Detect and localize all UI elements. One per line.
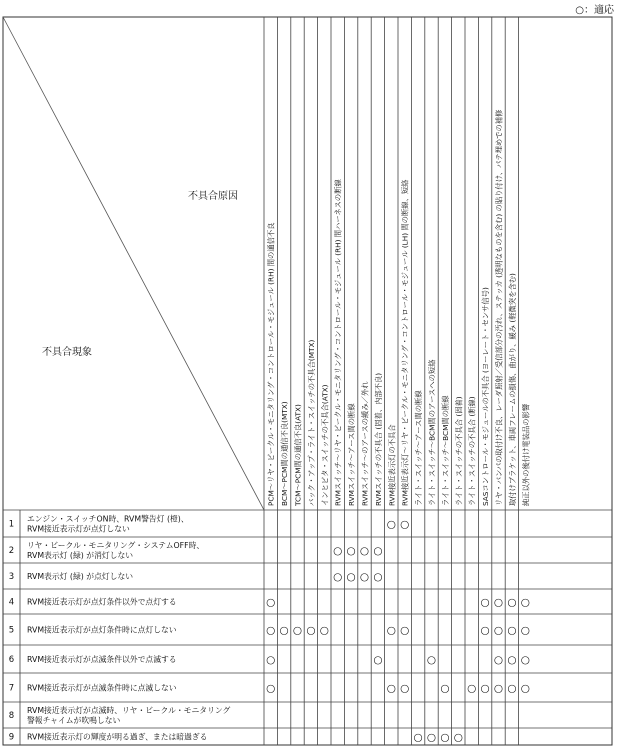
row-number: 5 — [8, 625, 15, 636]
applicable-mark: ○ — [493, 596, 504, 609]
applicable-mark: ○ — [453, 731, 463, 744]
symptom-text: RVM接近表示灯が点滅条件時に点滅しない — [27, 683, 177, 693]
applicable-mark: ○ — [507, 654, 517, 666]
applicable-mark: ○ — [400, 518, 410, 531]
applicable-mark: ○ — [359, 571, 370, 583]
symptom-text: RVM表示灯 (緑) が点灯しない — [27, 572, 134, 581]
applicable-mark: ○ — [480, 624, 490, 637]
applicable-mark: ○ — [373, 571, 383, 583]
symptom-text: RVM接近表示灯が点滅条件以外で点滅する — [27, 655, 177, 664]
symptom-text: RVM接近表示灯が点灯条件以外で点灯する — [27, 597, 177, 607]
header-diagonal — [3, 17, 264, 510]
cause-column-header: 純正以外の後付け電装品の影響 — [521, 403, 531, 506]
applicable-mark: ○ — [400, 682, 410, 695]
row-number: 3 — [8, 572, 15, 582]
cause-column-header: RVM接近表示灯～リヤ・ビークル・モニタリング・コントロール・モジュール (LH) 間の断線、短絡 — [400, 179, 410, 506]
applicable-mark: ○ — [520, 596, 530, 609]
cause-column-header: SASコントロール・モジュールの不具合 (ヨーレート・センサ信号) — [481, 287, 491, 506]
applicable-mark: ○ — [413, 731, 423, 744]
cause-header-label: 不具合原因 — [188, 191, 238, 202]
cause-column-header: RVMスイッチの不具合 (固着、内部不良) — [373, 372, 383, 506]
row-number: 9 — [8, 732, 15, 743]
cause-column-header: BCM～PCM間の通信不良(MTX) — [280, 401, 290, 506]
applicable-mark: ○ — [426, 731, 437, 744]
applicable-mark: ○ — [400, 624, 410, 637]
applicable-mark: ○ — [493, 682, 504, 695]
applicable-mark: ○ — [333, 545, 343, 557]
symptom-text: RVM表示灯 (緑) が消灯しない — [27, 551, 134, 560]
applicable-mark: ○ — [507, 624, 517, 637]
applicable-mark: ○ — [306, 624, 316, 637]
applicable-mark: ○ — [480, 596, 490, 609]
symptom-text: RVM接近表示灯が点灯しない — [27, 524, 130, 534]
applicable-mark: ○ — [386, 624, 396, 637]
symptom-text: RVM接近表示灯が点滅時、リヤ・ビークル・モニタリング — [27, 706, 231, 715]
symptom-text: リヤ・ビークル・モニタリング・システムOFF時、 — [27, 541, 205, 550]
cause-column-header: リヤ・バンパの取付け不良、レーダ照射／受信部分の汚れ、ステッカ (透明なものを含む) の貼り付け、パテ埋めでの補修 — [494, 109, 504, 506]
applicable-mark: ○ — [266, 654, 276, 666]
applicable-mark: ○ — [319, 624, 329, 637]
cause-column-header: ライト・スイッチ～BCM間の断線 — [440, 395, 450, 506]
cause-column-header: ライト・スイッチの不具合 (断線) — [467, 396, 477, 506]
cause-column-header: 取付けブラケット、車両フレームの損傷、曲がり、緩み (軽微突を含む) — [507, 273, 517, 506]
applicable-mark: ○ — [520, 682, 530, 695]
applicable-mark: ○ — [279, 624, 289, 637]
cause-column-header: TCM～PCM間の通信不良(ATX) — [293, 404, 303, 506]
applicable-mark: ○ — [426, 654, 437, 666]
cause-column-headers — [267, 109, 531, 507]
cause-column-header: インヒビタ・スイッチの不具合(ATX) — [320, 384, 330, 506]
applicable-mark: ○ — [292, 624, 303, 637]
cause-column-header: RVM接近表示灯の不具合 — [387, 424, 397, 506]
legend: ○：適応 — [575, 5, 614, 16]
applicable-mark: ○ — [346, 545, 356, 557]
row-number: 6 — [8, 655, 15, 665]
applicable-mark: ○ — [266, 596, 276, 609]
cause-column-header: ライト・スイッチ～BCM間のアースへの短絡 — [427, 359, 437, 506]
applicable-mark: ○ — [440, 682, 450, 695]
row-number: 4 — [8, 597, 15, 608]
row-number: 7 — [8, 683, 15, 694]
symptom-text: 警報チャイムが吹鳴しない — [27, 716, 121, 725]
applicable-mark: ○ — [467, 682, 477, 695]
applicable-mark: ○ — [266, 624, 276, 637]
applicable-mark: ○ — [440, 731, 450, 744]
cause-column-header: バック・アップ・ライト・スイッチの不具合(MTX) — [306, 339, 316, 506]
cause-column-header: RVMスイッチ～リヤ・ビークル・モニタリング・コントロール・モジュール (RH) 間ハーネスの断線 — [333, 179, 343, 506]
symptom-text: RVM接近表示灯の輝度が明る過ぎ、または暗過ぎる — [27, 732, 208, 742]
applicable-mark: ○ — [507, 682, 517, 695]
cause-column-header: RVMスイッチ～のアースの緩み／外れ — [360, 381, 370, 506]
applicable-mark: ○ — [520, 654, 530, 666]
applicable-mark: ○ — [480, 682, 490, 695]
row-number: 2 — [8, 546, 15, 556]
applicable-mark: ○ — [507, 596, 517, 609]
applicable-mark: ○ — [520, 624, 530, 637]
applicable-mark: ○ — [333, 571, 343, 583]
row-number: 8 — [8, 711, 15, 721]
row-number: 1 — [8, 519, 15, 530]
symptom-text: RVM接近表示灯が点灯条件時に点灯しない — [27, 625, 177, 635]
cause-column-header: RVMスイッチ～アース間の断線 — [347, 403, 357, 506]
cause-column-header: PCM～リヤ・ビークル・モニタリング・コントロール・モジュール (RH) 間の通信不良 — [266, 222, 276, 506]
symptom-text: エンジン・スイッチON時、RVM警告灯 (橙)、 — [27, 514, 189, 524]
symptom-rows — [9, 514, 231, 743]
applicable-mark: ○ — [359, 545, 370, 557]
applicable-mark: ○ — [386, 682, 396, 695]
applicable-mark: ○ — [386, 518, 396, 531]
symptom-header-label: 不具合現象 — [42, 347, 92, 358]
cause-column-header: ライト・スイッチ～アース間の断線 — [414, 390, 424, 506]
applicable-mark: ○ — [346, 571, 356, 583]
applicable-mark: ○ — [493, 654, 504, 666]
applicable-mark: ○ — [373, 654, 383, 666]
cause-column-header: ライト・スイッチの不具合 (固着) — [454, 396, 464, 506]
applicable-mark: ○ — [493, 624, 504, 637]
applicable-mark: ○ — [373, 545, 383, 557]
applicable-mark: ○ — [266, 682, 276, 695]
